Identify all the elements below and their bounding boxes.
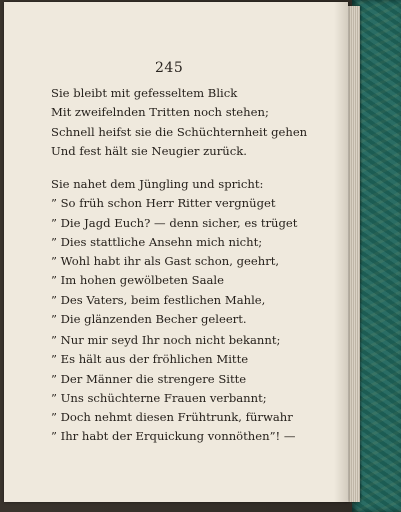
verse-line: ” Doch nehmt diesen Frühtrunk, fürwahr	[51, 410, 293, 425]
verse-line: ” Ihr habt der Erquickung vonnöthen”! —	[51, 429, 296, 444]
verse-line: ” Nur mir seyd Ihr noch nicht bekannt;	[51, 333, 281, 347]
verse-line: ” Es hält aus der fröhlichen Mitte	[51, 352, 249, 367]
verse-line: ” Die Jagd Euch? — denn sicher, es trüget	[51, 215, 298, 230]
verse-line: Schnell heifst sie die Schüchternheit gehen	[51, 124, 308, 139]
verse-line: ” Im hohen gewölbeten Saale	[51, 273, 224, 288]
verse-line: ” So früh schon Herr Ritter vergnüget	[51, 196, 276, 211]
verse-line: Sie nahet dem Jüngling und spricht:	[51, 177, 264, 191]
stanza-1	[51, 84, 351, 161]
verse-line: Sie bleibt mit gefesseltem Blick	[51, 86, 238, 100]
verse-line: ” Des Vaters, beim festlichen Mahle,	[51, 292, 266, 307]
book-page	[4, 2, 348, 502]
verse-line: ” Der Männer die strengere Sitte	[51, 371, 247, 386]
stanza-3	[51, 331, 351, 447]
verse-line: Und fest hält sie Neugier zurück.	[51, 143, 247, 158]
stanza-2	[51, 175, 351, 329]
page-number: 245	[155, 60, 184, 76]
verse-line: ” Dies stattliche Ansehn mich nicht;	[51, 234, 263, 249]
verse-line: ” Die glänzenden Becher geleert.	[51, 312, 247, 327]
verse-line: ” Wohl habt ihr als Gast schon, geehrt,	[51, 254, 280, 269]
verse-line: Mit zweifelnden Tritten noch stehen;	[51, 105, 269, 120]
verse-line: ” Uns schüchterne Frauen verbannt;	[51, 390, 267, 405]
